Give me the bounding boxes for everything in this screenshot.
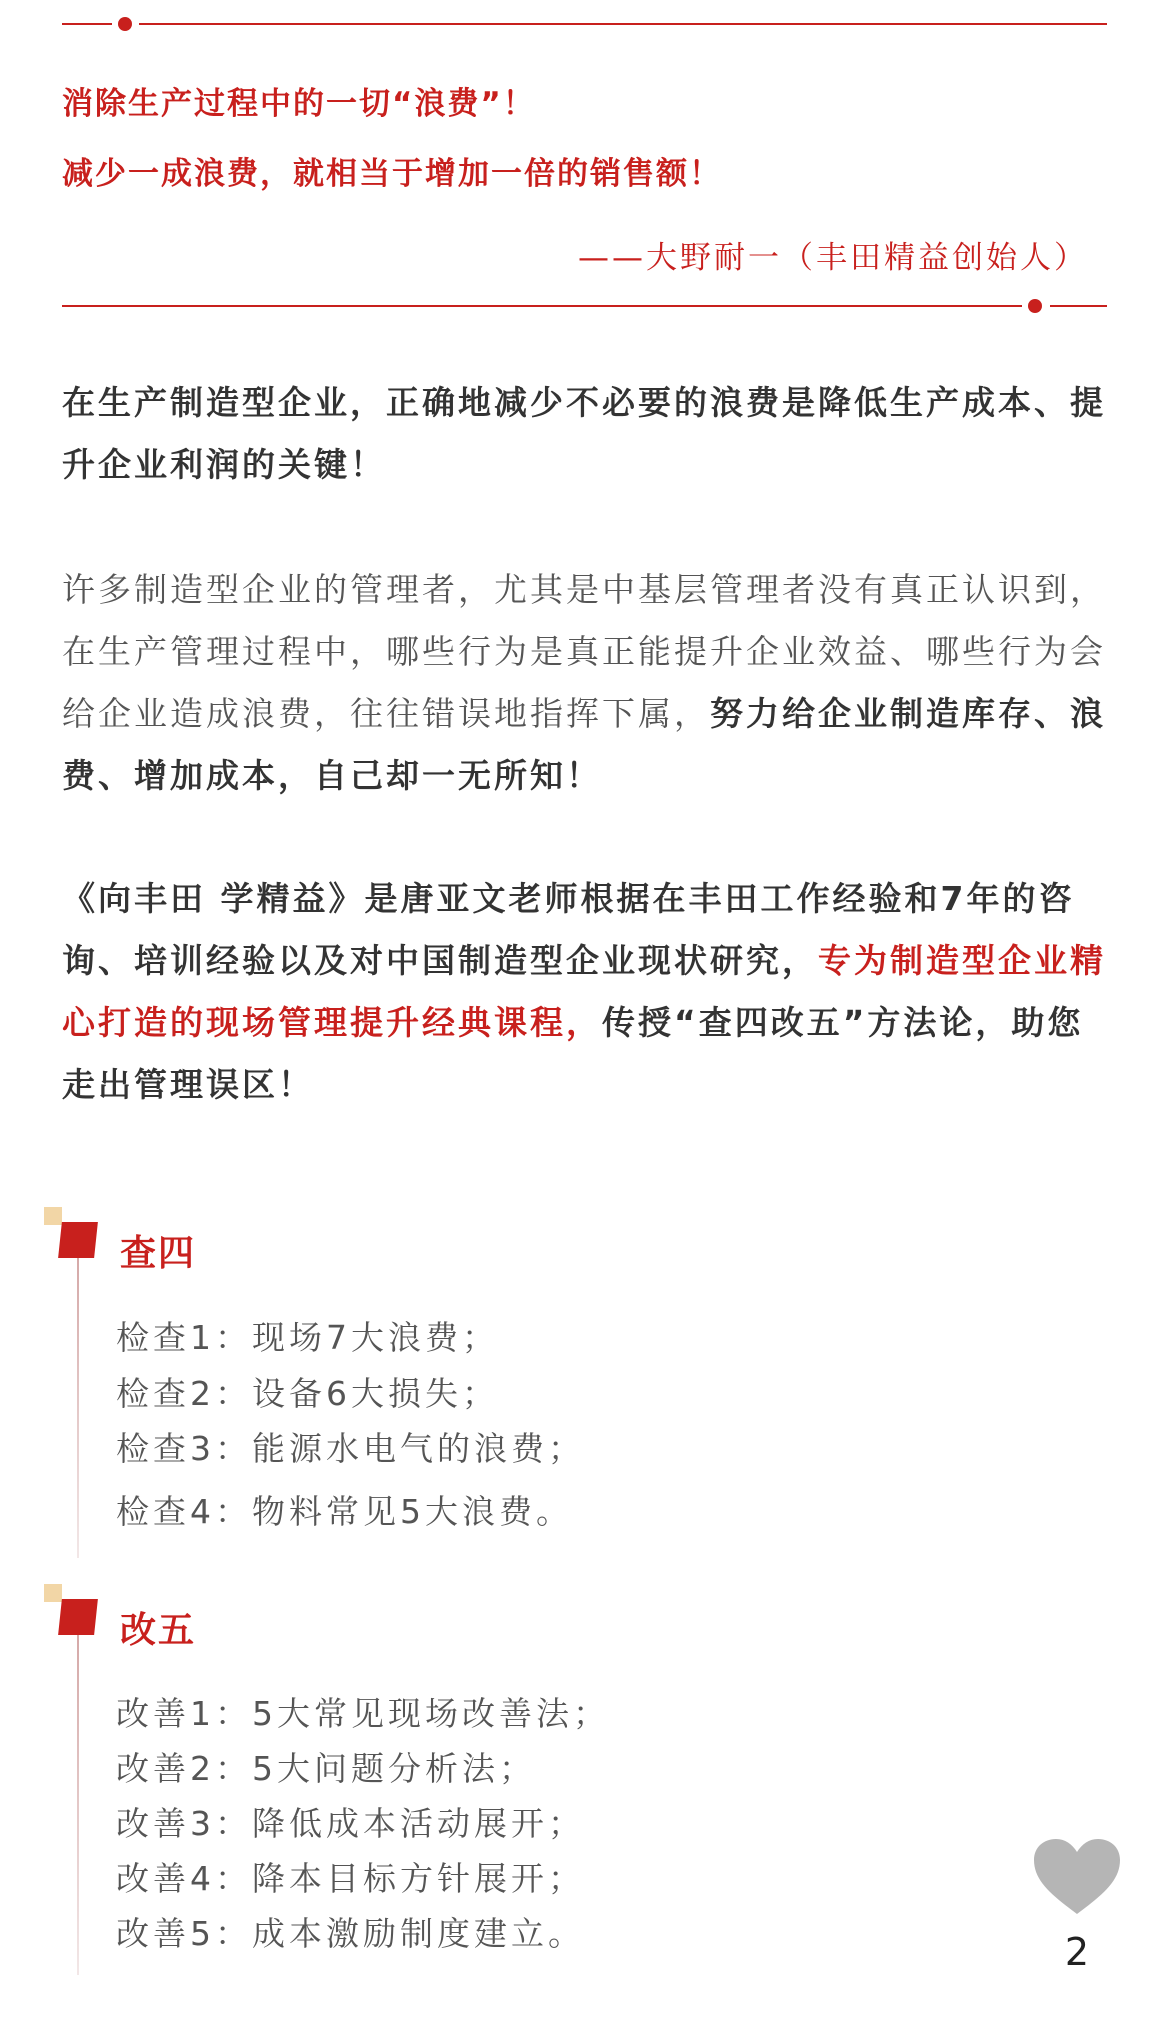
section-1-vline: [77, 1258, 79, 1558]
section-2-deco-big: [58, 1599, 98, 1635]
section-1-item: 检查2：设备6大损失；: [116, 1374, 499, 1413]
heart-icon[interactable]: [1030, 1836, 1124, 1916]
intro-paragraph-3: [62, 868, 1112, 1116]
section-1-item: 检查1：现场7大浪费；: [116, 1318, 499, 1357]
section-1-deco-big: [58, 1222, 98, 1258]
bottom-divider: [1050, 305, 1107, 307]
intro-paragraph-2: [62, 559, 1112, 807]
section-1-title: 查四: [120, 1233, 197, 1274]
quote-attribution: ——大野耐一（丰田精益创始人）: [578, 240, 1088, 276]
intro-paragraph-1: 在生产制造型企业，正确地减少不必要的浪费是降低生产成本、提升企业利润的关键！: [62, 383, 1106, 484]
intro-paragraph-3-tail: 传授“查四改五”方法论，助您走出管理误区！: [62, 1003, 1084, 1104]
intro-paragraph-2-emphasis: 努力给企业制造库存、浪费、增加成本，自己却一无所知！: [62, 694, 1106, 795]
section-1-item: 检查3：能源水电气的浪费；: [116, 1429, 585, 1468]
section-2-item: 改善3：降低成本活动展开；: [116, 1804, 585, 1843]
top-divider-dot: [118, 17, 132, 31]
intro-paragraph-3-text: 《向丰田 学精益》是唐亚文老师根据在丰田工作经验和7年的咨询、培训经验以及对中国制造型企业现状研究，: [62, 879, 1075, 980]
intro-paragraph-3-highlight: 专为制造型企业精心打造的现场管理提升经典课程，: [62, 941, 1106, 1042]
section-1-item: 检查4：物料常见5大浪费。: [116, 1492, 573, 1531]
section-2-item: 改善4：降本目标方针展开；: [116, 1859, 585, 1898]
like-count: 2: [1064, 1930, 1090, 1974]
top-divider-long: [139, 23, 1107, 25]
section-2-item: 改善5：成本激励制度建立。: [116, 1914, 585, 1953]
section-2-item: 改善2：5大问题分析法；: [116, 1749, 536, 1788]
section-2-deco-small: [44, 1584, 62, 1602]
section-2-vline: [77, 1635, 79, 1975]
bottom-divider-dot: [1028, 299, 1042, 313]
section-2-item: 改善1：5大常见现场改善法；: [116, 1694, 610, 1733]
quote-line-2: 减少一成浪费，就相当于增加一倍的销售额！: [62, 156, 722, 192]
quote-line-1: 消除生产过程中的一切“浪费”！: [62, 86, 536, 122]
bottom-divider-long: [62, 305, 1022, 307]
section-2-title: 改五: [120, 1610, 197, 1651]
intro-paragraph-2-text: 许多制造型企业的管理者，尤其是中基层管理者没有真正认识到，在生产管理过程中，哪些行为是真正能提升企业效益、哪些行为会给企业造成浪费，往往错误地指挥下属，: [62, 570, 1106, 733]
top-divider: [62, 23, 112, 25]
section-1-deco-small: [44, 1207, 62, 1225]
